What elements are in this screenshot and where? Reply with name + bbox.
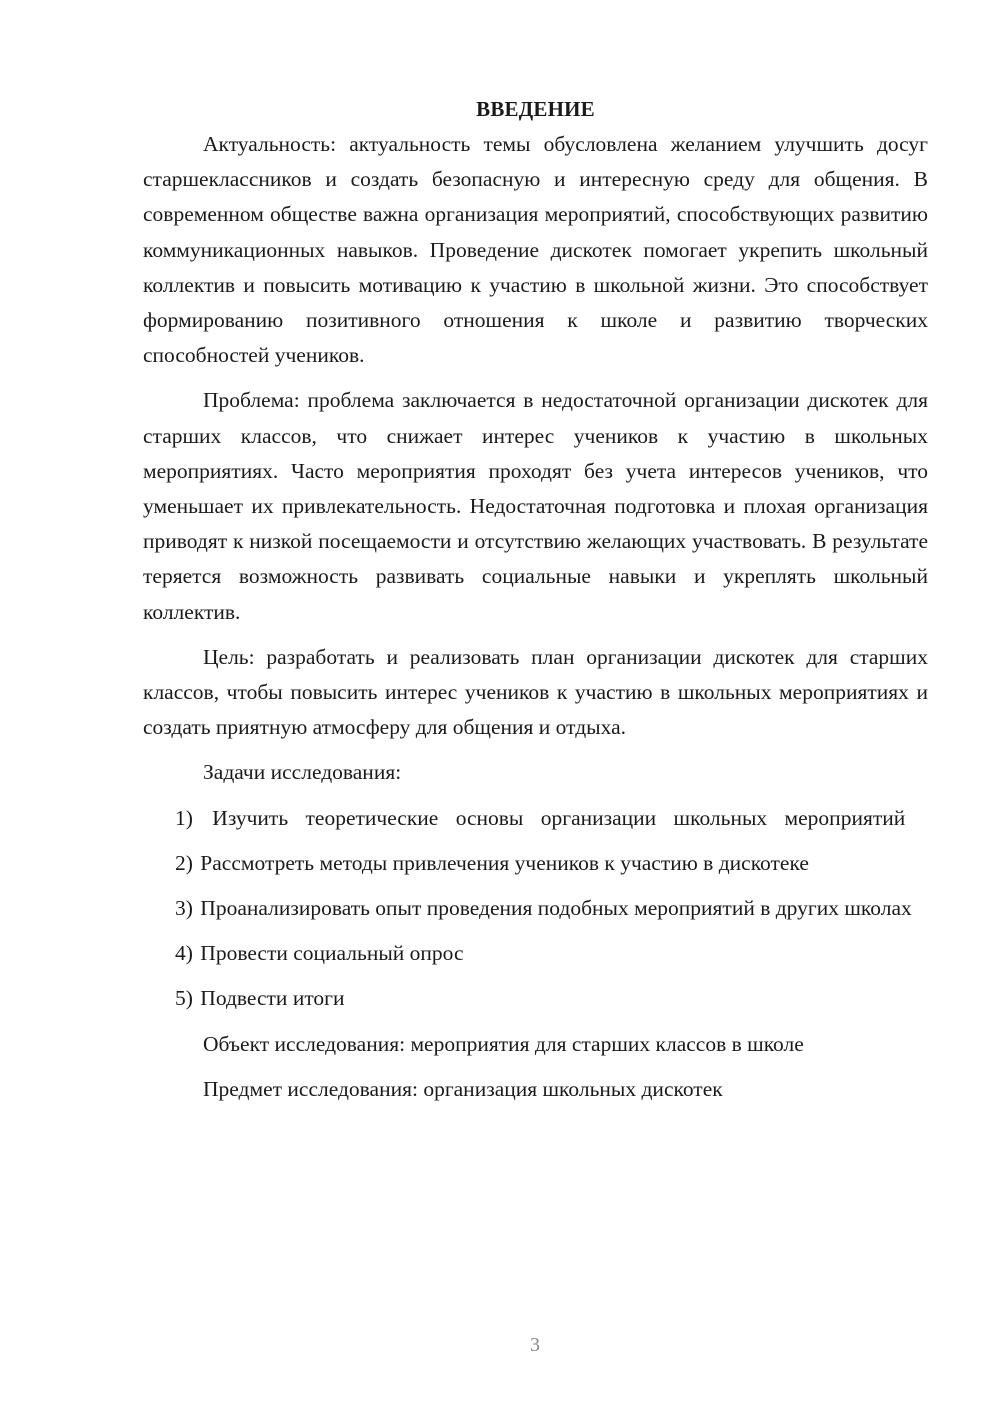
- document-page: [143, 92, 928, 1117]
- task-text: Проанализировать опыт проведения подобных мероприятий в других школах: [200, 896, 912, 921]
- relevance-paragraph: Актуальность: актуальность темы обусловлена желанием улучшить досуг старшеклассников и создать безопасную и интересную среду для общения. В современном обществе важна организация мероприятий, способствующих развитию коммуникационных навыков. Проведение дискотек помогает укрепить школьный коллектив и повысить мотивацию к участию в школьной жизни. Это способствует формированию позитивного отношения к школе и развитию творческих способностей учеников.: [143, 132, 928, 368]
- section-title: ВВЕДЕНИЕ: [476, 97, 595, 121]
- task-item: [143, 891, 928, 926]
- task-text: Подвести итоги: [200, 986, 345, 1011]
- task-item: [143, 936, 928, 971]
- page-number: 3: [530, 1334, 540, 1356]
- task-text: Провести социальный опрос: [200, 941, 464, 966]
- research-subject: Предмет исследования: организация школьных дискотек: [203, 1076, 723, 1101]
- problem-paragraph: Проблема: проблема заключается в недостаточной организации дискотек для старших классов, что снижает интерес учеников к участию в школьных мероприятиях. Часто мероприятия проходят без учета интересов учеников, что уменьшает их привлекательность. Недостаточная подготовка и плохая организация приводят к низкой посещаемости и отсутствию желающих участвовать. В результате теряется возможность развивать социальные навыки и укреплять школьный коллектив.: [143, 388, 928, 624]
- task-item: [143, 801, 928, 836]
- task-number: 1): [175, 805, 193, 830]
- task-number: 2): [175, 850, 193, 875]
- task-text: Изучить теоретические основы организации школьных мероприятий: [212, 805, 906, 830]
- task-number: 5): [175, 986, 193, 1011]
- task-item: [143, 981, 928, 1016]
- goal-paragraph: Цель: разработать и реализовать план организации дискотек для старших классов, чтобы повысить интерес учеников к участию в школьных мероприятиях и создать приятную атмосферу для общения и отдыха.: [143, 644, 928, 740]
- research-object: Объект исследования: мероприятия для старших классов в школе: [203, 1031, 804, 1056]
- task-number: 3): [175, 896, 193, 921]
- task-number: 4): [175, 941, 193, 966]
- tasks-heading: Задачи исследования:: [203, 760, 402, 785]
- task-text: Рассмотреть методы привлечения учеников к участию в дискотеке: [200, 850, 809, 875]
- task-item: [143, 846, 928, 881]
